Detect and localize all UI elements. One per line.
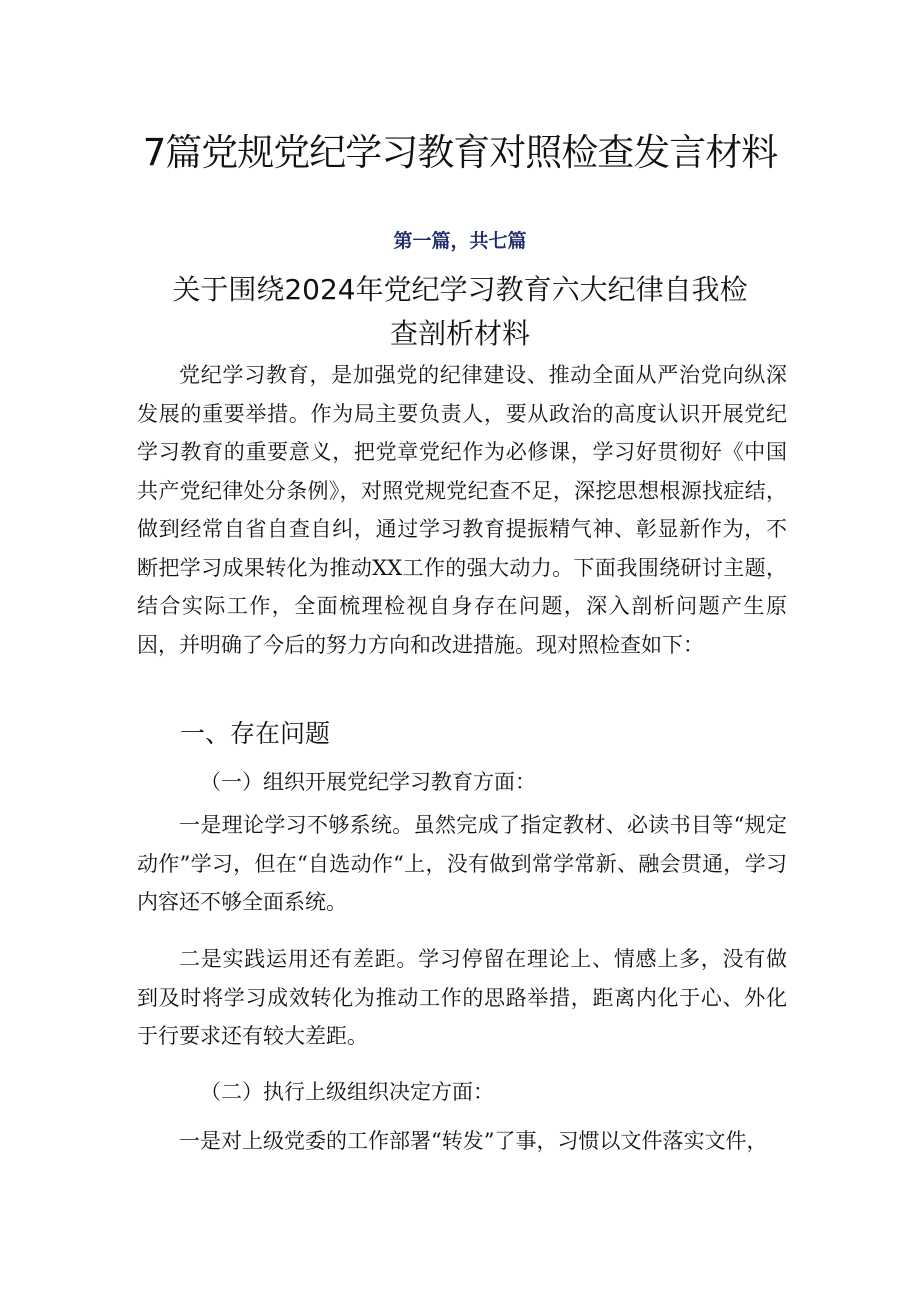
subsection-1-paragraph-2: 二是实践运用还有差距。学习停留在理论上、情感上多，没有做到及时将学习成效转化为推动工作的思路举措，距离内化于心、外化于行要求还有较大差距。 (137, 947, 787, 1048)
subsection-heading-2: （二）执行上级组织决定方面： (200, 1080, 494, 1104)
intro-paragraph: 党纪学习教育，是加强党的纪律建设、推动全面从严治党向纵深发展的重要举措。作为局主要负责人，要从政治的高度认识开展党纪学习教育的重要意义，把党章党纪作为必修课，学习好贯彻好《中国共产党纪律处分条例》，对照党规党纪查不足，深挖思想根源找症结，做到经常自省自查自纠，通过学习教育提振精气神、彰显新作为，不断把学习成果转化为推动XX工作的强大动力。下面我围绕研讨主题，结合实际工作，全面梳理检视自身存在问题，深入剖析问题产生原因，并明确了今后的努力方向和改进措施。现对照检查如下： (137, 363, 787, 657)
section-subtitle: 关于围绕2024年党纪学习教育六大纪律自我检查剖析材料 (172, 273, 748, 350)
subsection-2-paragraph-1: 一是对上级党委的工作部署“转发”了事，习惯以文件落实文件， (179, 1129, 768, 1153)
part-label: 第一篇，共七篇 (393, 230, 527, 252)
document-title: 7篇党规党纪学习教育对照检查发言材料 (142, 131, 778, 174)
section-heading-problems: 一、存在问题 (180, 719, 331, 748)
subsection-heading-1: （一）组织开展党纪学习教育方面： (200, 770, 536, 794)
subsection-1-paragraph-1: 一是理论学习不够系统。虽然完成了指定教材、必读书目等“规定动作”学习，但在“自选动作“上，没有做到常学常新、融会贯通，学习内容还不够全面系统。 (137, 813, 787, 914)
